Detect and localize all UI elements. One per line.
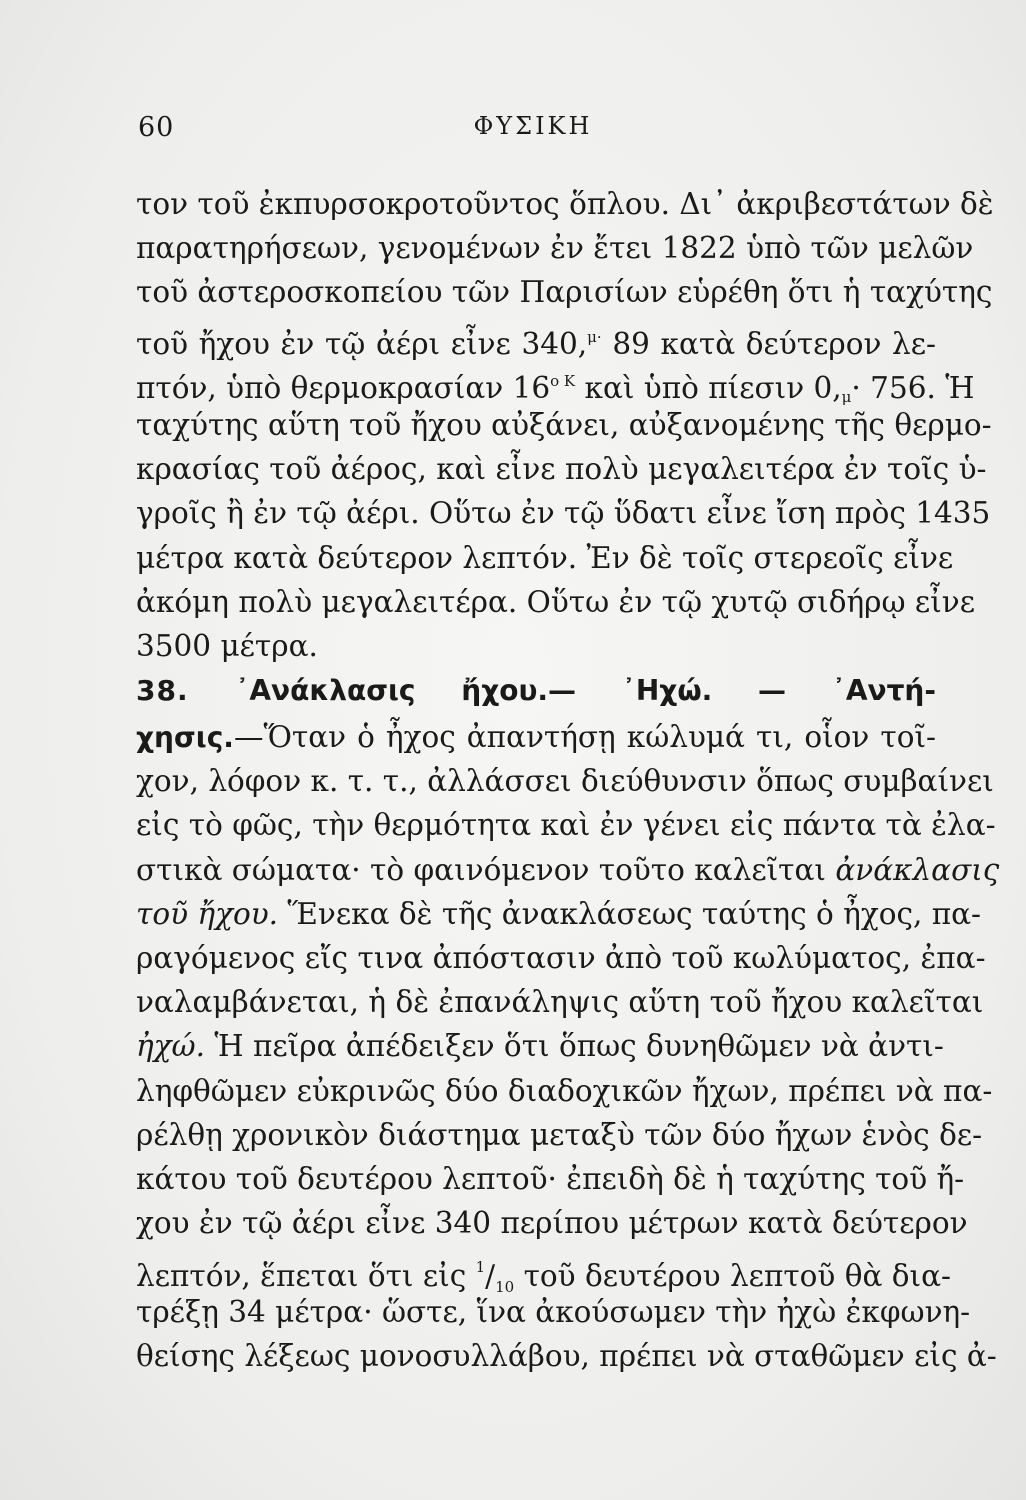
text-line	[136, 182, 994, 226]
text-run: λεπτόν, ἕπεται ὅτι εἰς	[136, 1259, 476, 1294]
section-heading-line	[136, 668, 936, 715]
text-run: τρέξῃ 34 μέτρα· ὥστε, ἵνα ἀκούσωμεν τὴν ἠχὼ ἐκφωνη-	[136, 1294, 971, 1329]
italic-term: τοῦ ἤχου.	[136, 896, 279, 931]
text-run: τοῦ ἀστεροσκοπείου τῶν Παρισίων εὑρέθη ὅτι ἡ ταχύτης	[136, 275, 993, 310]
text-run: 89 κατὰ δεύτερον λε-	[601, 326, 936, 361]
text-run: Ἡ πεῖρα ἀπέδειξεν ὅτι ὅπως δυνηθῶμεν νὰ ἀντι-	[204, 1029, 944, 1064]
text-line	[136, 315, 936, 359]
text-run: καὶ ὑπὸ πίεσιν 0,	[575, 370, 842, 405]
text-line	[136, 1245, 951, 1297]
text-run: 3500 μέτρα.	[136, 628, 318, 663]
running-head	[138, 112, 928, 152]
text-run: ραγόμενος εἴς τινα ἀπόστασιν ἀπὸ τοῦ κωλύματος, ἐπα-	[136, 941, 986, 975]
text-run: τοῦ ἤχου ἐν τῷ ἀέρι εἶνε 340,	[136, 326, 588, 361]
text-run: —Ὅταν ὁ ἦχος ἀπαντήσῃ κώλυμά τι, οἷον τοῖ-	[233, 720, 936, 755]
text-run: χον, λόφον κ. τ. τ., ἀλλάσσει διεύθυνσιν ὅπως συμβαίνει	[136, 764, 994, 799]
text-line	[136, 270, 993, 314]
text-run: ταχύτης αὕτη τοῦ ἤχου αὐξάνει, αὐξανομένης τῆς θερμο-	[136, 407, 992, 442]
text-run: Ἕνεκα δὲ τῆς ἀνακλάσεως ταύτης ὁ ἦχος, πα-	[278, 896, 982, 931]
superscript: ο Κ	[550, 371, 576, 390]
text-run: ληφθῶμεν εὐκρινῶς δύο διαδοχικῶν ἤχων, πρέπει νὰ πα-	[136, 1073, 993, 1108]
text-run: τοῦ δευτέρου λεπτοῦ θὰ δια-	[514, 1259, 951, 1294]
text-run: · 756. Ἡ	[851, 370, 975, 405]
text-line	[136, 447, 987, 491]
text-run: κάτου τοῦ δευτέρου λεπτοῦ· ἐπειδὴ δὲ ἡ ταχύτης τοῦ ἤ-	[136, 1161, 965, 1196]
text-line	[136, 1334, 997, 1378]
italic-term: ἀνάκλασις	[835, 852, 1000, 887]
text-line	[136, 359, 975, 406]
text-line	[136, 1069, 993, 1113]
text-run: μέτρα κατὰ δεύτερον λεπτόν. Ἐν δὲ τοῖς στερεοῖς εἶνε	[136, 540, 954, 575]
text-line	[136, 980, 984, 1024]
section-title: ᾽Ανάκλασις ἤχου.— ᾽Ηχώ. — ᾽Αντή-	[235, 674, 936, 708]
text-run: εἰς τὸ φῶς, τὴν θερμότητα καὶ ἐν γένει εἰς πάντα τὰ ἐλα-	[136, 808, 996, 843]
superscript: 1	[475, 1258, 486, 1277]
body-text	[136, 182, 1000, 1378]
text-run: γροῖς ἢ ἐν τῷ ἀέρι. Οὕτω ἐν τῷ ὕδατι εἶνε ἴση πρὸς 1435	[136, 496, 991, 531]
superscript: μ·	[587, 327, 602, 346]
text-line	[136, 536, 954, 580]
text-run: ρέλθῃ χρονικὸν διάστημα μεταξὺ τῶν δύο ἤχων ἑνὸς δε-	[136, 1117, 983, 1152]
page-number: 60	[138, 112, 175, 143]
text-run: ἀκόμη πολὺ μεγαλειτέρα. Οὕτω ἐν τῷ χυτῷ σιδήρῳ εἶνε	[136, 584, 975, 619]
text-line	[136, 803, 996, 847]
text-line	[136, 1024, 944, 1068]
text-run: στικὰ σώματα· τὸ φαινόμενον τοῦτο καλεῖται	[136, 852, 836, 887]
text-run: πτόν, ὑπὸ θερμοκρασίαν 16	[136, 370, 551, 405]
text-run: χου ἐν τῷ ἀέρι εἶνε 340 περίπου μέτρων κατὰ δεύτερον	[136, 1206, 968, 1241]
page-header-title: ΦΥΣΙΚΗ	[473, 112, 593, 140]
text-line	[136, 226, 974, 270]
section-title: χησις.	[136, 721, 234, 755]
text-run: θείσης λέξεως μονοσυλλάβου, πρέπει νὰ σταθῶμεν εἰς ἀ-	[136, 1338, 997, 1373]
text-line	[136, 1201, 968, 1245]
text-run: ναλαμβάνεται, ἡ δὲ ἐπανάληψις αὕτη τοῦ ἤχου καλεῖται	[136, 985, 984, 1020]
italic-term: ἠχώ.	[136, 1029, 205, 1064]
text-run: παρατηρήσεων, γενομένων ἐν ἔτει 1822 ὑπὸ τῶν μελῶν	[136, 231, 974, 266]
text-run: /	[485, 1259, 496, 1294]
text-line	[136, 936, 986, 980]
text-line	[136, 715, 936, 759]
subscript: 10	[495, 1278, 515, 1297]
text-line	[136, 848, 1000, 892]
text-line	[136, 1113, 983, 1157]
section-number: 38.	[136, 674, 236, 708]
text-run: κρασίας τοῦ ἀέρος, καὶ εἶνε πολὺ μεγαλειτέρα ἐν τοῖς ὑ-	[136, 452, 987, 487]
text-line	[136, 1290, 971, 1334]
text-line	[136, 403, 992, 447]
text-line	[136, 892, 982, 936]
text-line	[136, 1157, 965, 1201]
text-line	[136, 491, 991, 535]
text-run: τον τοῦ ἐκπυρσοκροτοῦντος ὅπλου. Δι᾽ ἀκριβεστάτων δὲ	[136, 187, 994, 221]
text-line	[136, 580, 975, 624]
subscript: μ	[841, 387, 852, 406]
text-line	[136, 624, 936, 668]
text-line	[136, 759, 994, 803]
